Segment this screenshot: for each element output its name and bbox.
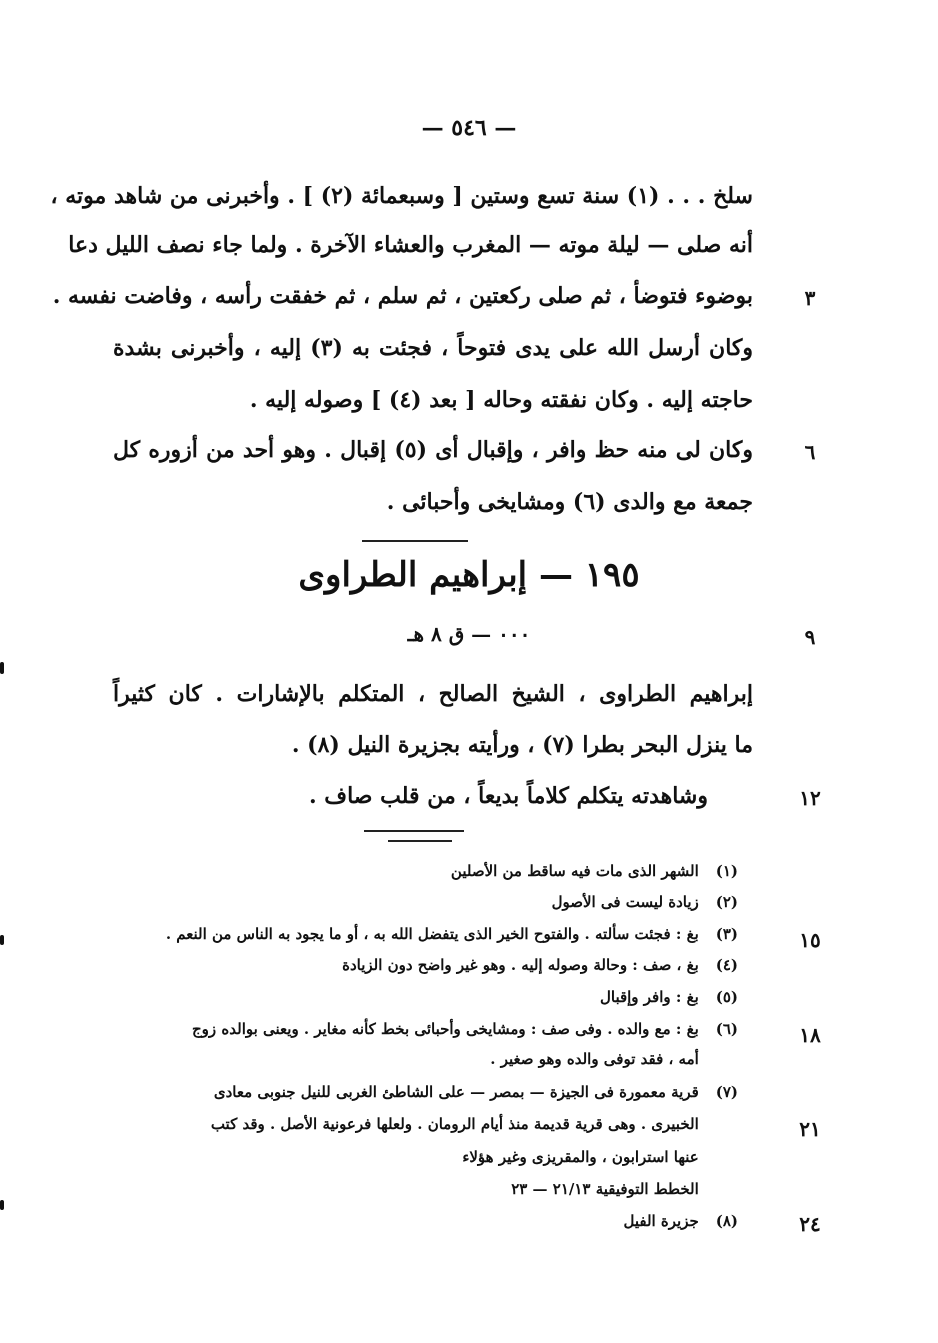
line-number-12: ١٢ <box>799 786 821 810</box>
footnote-text: بغ : مع والده . وفى صف : ومشايخى وأحبائى بخط كأنه مغاير . ويعنى بوالده زوج <box>192 1020 699 1038</box>
footnote-text: قرية معمورة فى الجيزة — بمصر — على الشاطئ الغربى للنيل جنوبى معادى <box>213 1083 699 1101</box>
line-number-21: ٢١ <box>799 1117 821 1141</box>
footnote-marker: (٤) <box>715 956 738 974</box>
footnote-3 <box>98 925 738 943</box>
scan-edge-mark <box>0 662 4 674</box>
footnote-marker: (٢) <box>715 893 738 911</box>
footnote-marker: (١) <box>715 862 738 880</box>
footnote-marker: (٥) <box>715 988 738 1006</box>
footnote-8 <box>138 1212 738 1230</box>
footnote-marker: (٣) <box>715 925 738 943</box>
line-number-24: ٢٤ <box>799 1212 821 1236</box>
footnote-marker: (٧) <box>715 1083 738 1101</box>
footnote-text: الخبيرى . وهى قرية قديمة منذ أيام الرومان . ولعلها فرعونية الأصل . وقد كتب <box>210 1115 699 1133</box>
body-line-5: حاجته إليه . وكان نفقته وحاله [ بعد (٤) ] وصوله إليه . <box>249 387 753 413</box>
line-number-3: ٣ <box>804 286 816 310</box>
footnote-text: زيادة ليست فى الأصول <box>551 893 699 911</box>
footnote-divider-2 <box>388 840 452 842</box>
footnote-7 <box>98 1083 738 1101</box>
footnote-text: بغ ، صف : وحالة وصوله إليه . وهو غير واضح دون الزيادة <box>342 956 699 974</box>
footnote-text: بغ : وافر وإقبال <box>599 988 699 1006</box>
body-line-3: بوضوء فتوضأ ، ثم صلى ركعتين ، ثم سلم ، ثم خفقت رأسه ، وفاضت نفسه . <box>52 283 753 309</box>
page-number: — ٥٤٦ — <box>421 115 517 141</box>
footnote-marker: (٨) <box>715 1212 738 1230</box>
line-number-18: ١٨ <box>799 1023 821 1047</box>
footnote-text: الشهر الذى مات فيه ساقط من الأصلين <box>450 862 699 880</box>
footnote-6 <box>98 1020 738 1038</box>
body-line-2: أنه صلى — ليلة موته — المغرب والعشاء الآخرة . ولما جاء نصف الليل دعا <box>68 232 753 258</box>
footnote-2 <box>138 893 738 911</box>
footnote-7-cont-3 <box>138 1180 738 1198</box>
entry-line-1: إبراهيم الطراوى ، الشيخ الصالح ، المتكلم بالإشارات . كان كثيراً <box>113 681 753 707</box>
body-line-1: سلخ . . . (١) سنة تسع وستين [ وسبعمائة (٢) ] . وأخبرنى من شاهد موته ، <box>50 183 753 209</box>
scan-edge-mark <box>0 935 4 945</box>
footnote-text: بغ : فجئت سألته . والفتوح الخير الذى يتفضل الله به ، أو ما يجود به الناس من النعم . <box>165 925 699 943</box>
footnote-divider-1 <box>364 830 464 832</box>
footnote-text: جزيرة الفيل <box>623 1212 699 1230</box>
footnote-text: أمه ، فقد توفى والده وهو صغير . <box>490 1050 699 1068</box>
entry-dates: ٠٠٠ — ق ٨ هـ <box>407 622 531 646</box>
footnote-text: الخطط التوفيقية ٢١/١٣ — ٢٣ <box>511 1180 699 1198</box>
line-number-6: ٦ <box>804 440 816 464</box>
entry-line-3: وشاهدته يتكلم كلاماً بديعاً ، من قلب صاف . <box>308 783 708 809</box>
body-line-7: جمعة مع والدى (٦) ومشايخى وأحبائى . <box>386 489 753 515</box>
scan-edge-mark <box>0 1200 4 1210</box>
footnote-4 <box>138 956 738 974</box>
line-number-15: ١٥ <box>799 928 821 952</box>
footnote-5 <box>138 988 738 1006</box>
footnote-7-cont-2 <box>138 1148 738 1166</box>
body-line-6: وكان لى منه حظ وافر ، وإقبال أى (٥) إقبال . وهو أحد من أزوره كل <box>113 437 753 463</box>
section-divider <box>362 540 468 542</box>
line-number-9: ٩ <box>804 625 816 649</box>
footnote-text: عنها استرابون ، والمقريزى وغير هؤلاء <box>462 1148 699 1166</box>
footnote-6-cont <box>138 1050 738 1068</box>
footnote-1 <box>138 862 738 880</box>
footnote-7-cont-1 <box>98 1115 738 1133</box>
entry-line-2: ما ينزل البحر بطرا (٧) ، ورأيته بجزيرة النيل (٨) . <box>291 732 753 758</box>
entry-title: ١٩٥ — إبراهيم الطراوى <box>298 555 640 595</box>
body-line-4: وكان أرسل الله على يدى فتوحاً ، فجئت به (٣) إليه ، وأخبرنى بشدة <box>113 335 754 361</box>
footnote-marker: (٦) <box>715 1020 738 1038</box>
